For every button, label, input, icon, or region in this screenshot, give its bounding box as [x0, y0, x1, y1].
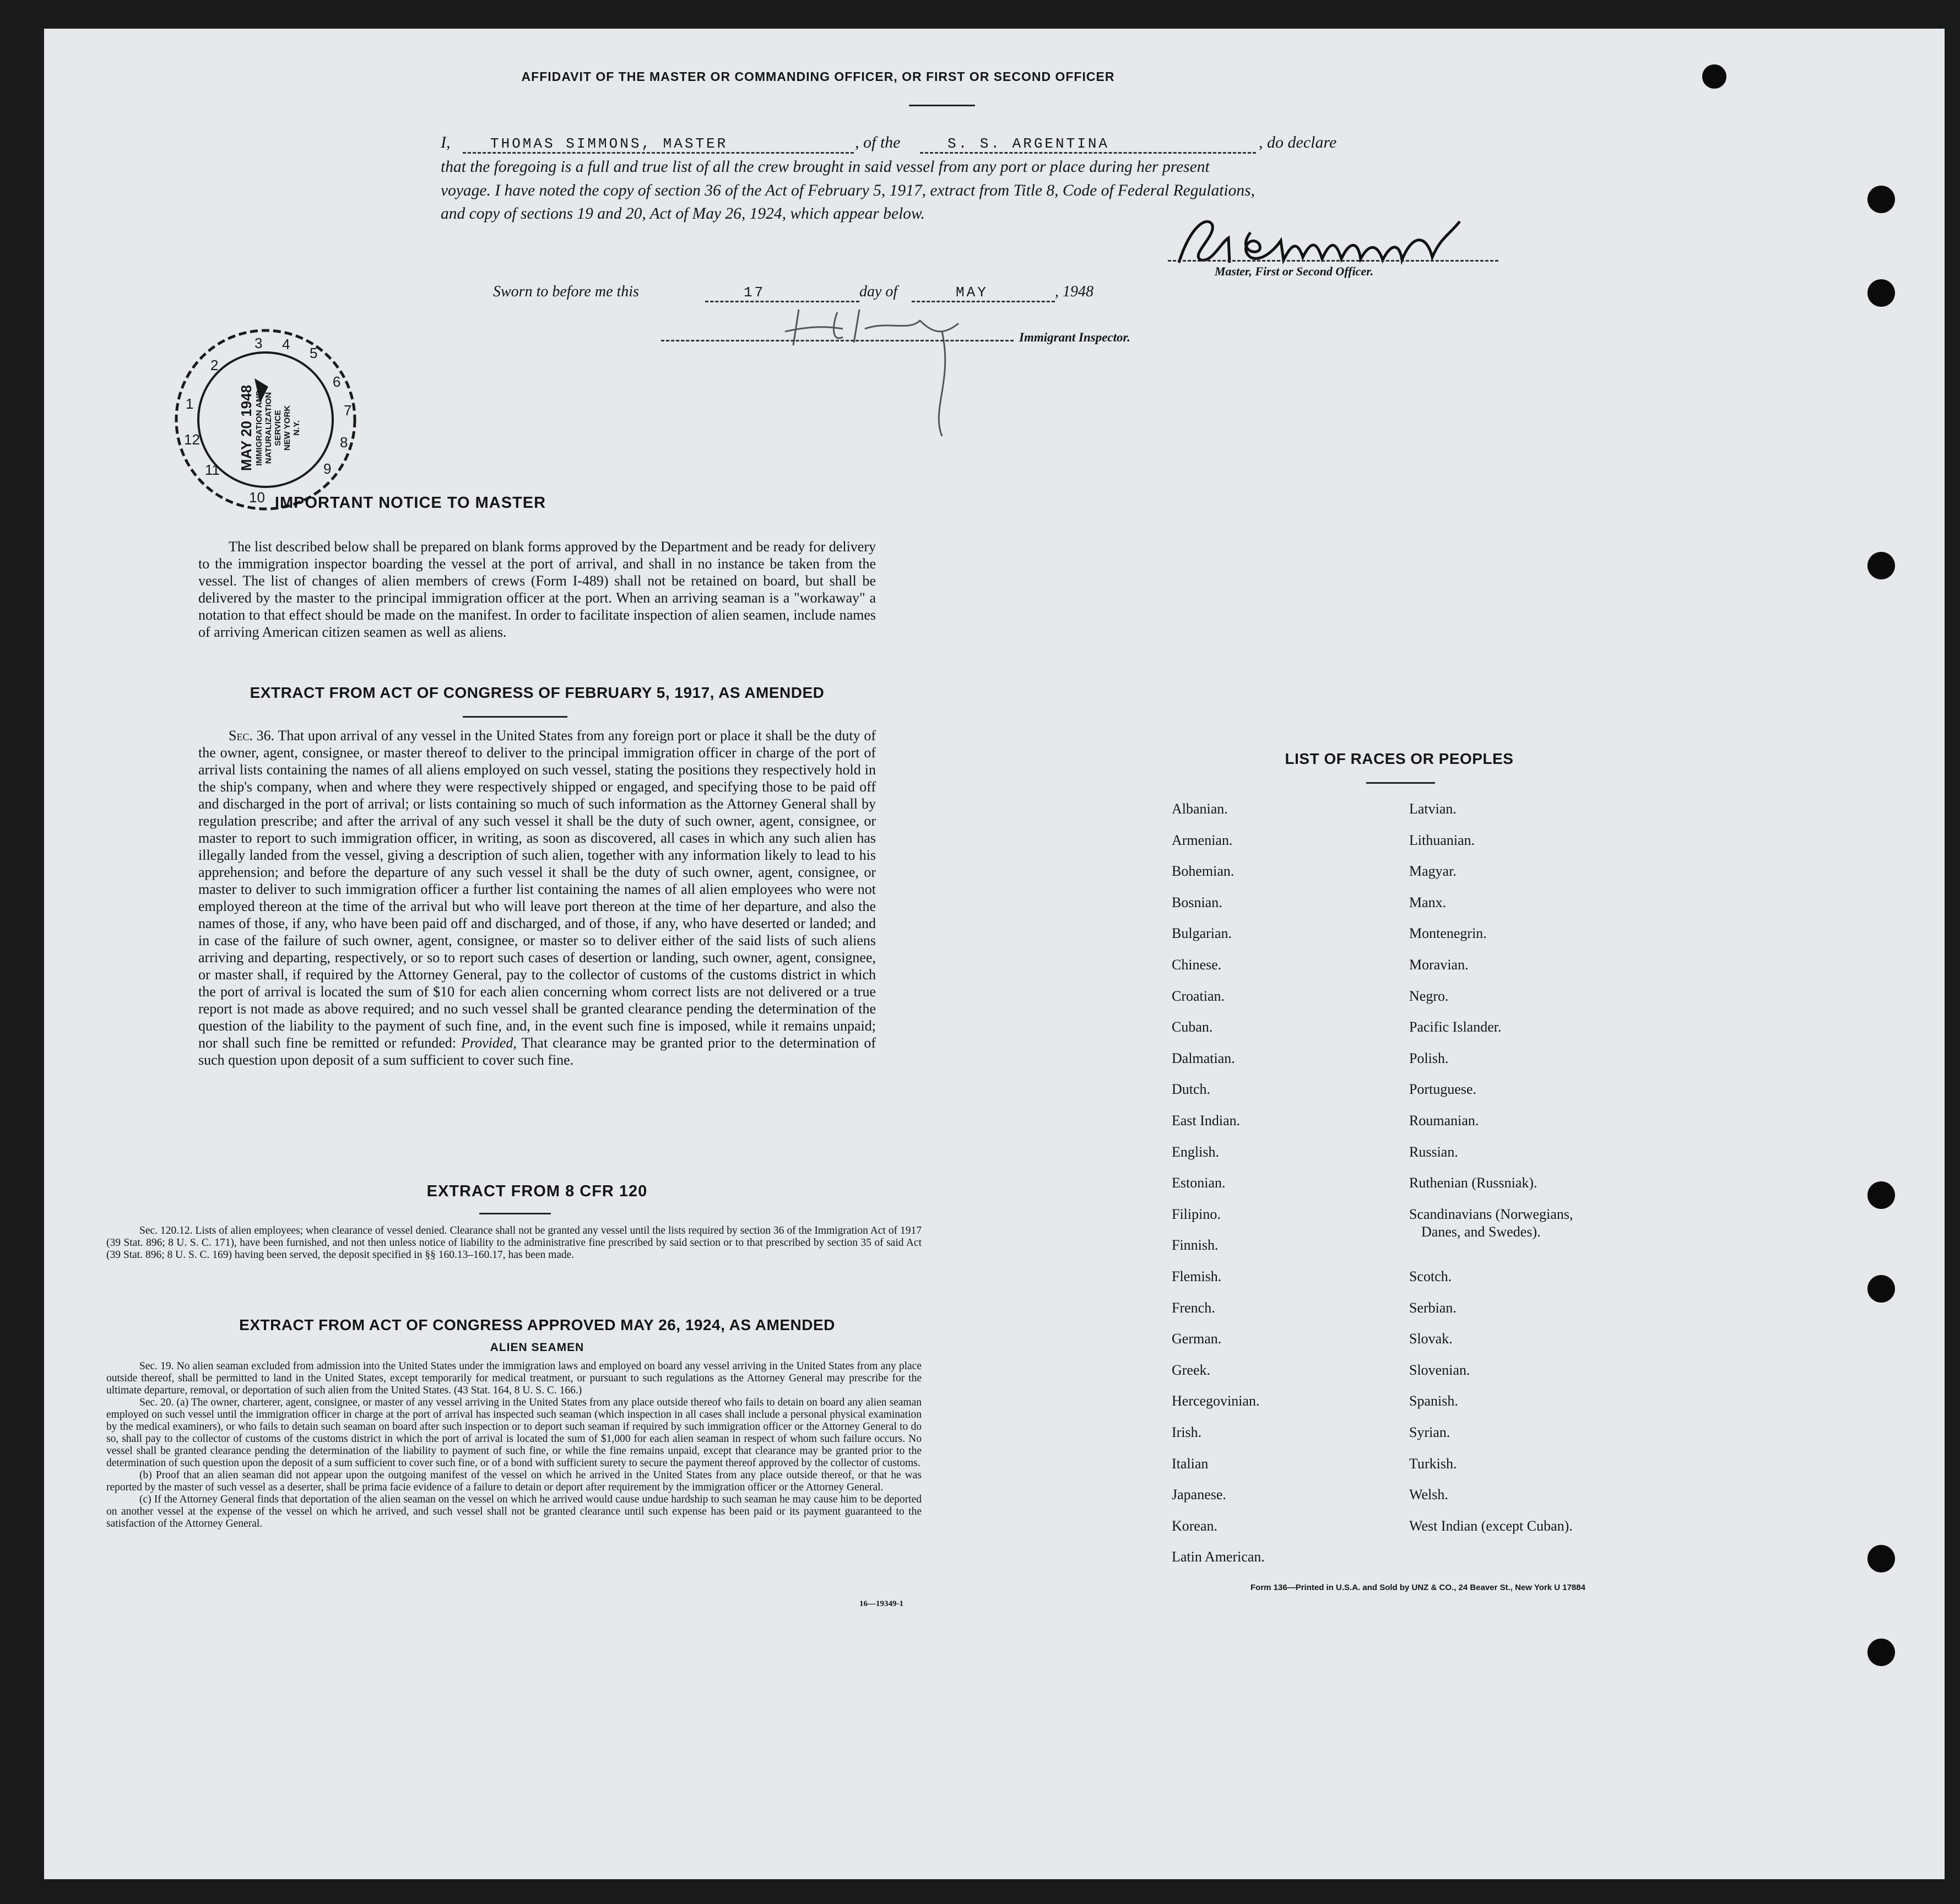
race-item: Ruthenian (Russniak).: [1409, 1175, 1537, 1191]
race-item: Bosnian.: [1172, 894, 1222, 910]
race-item: Latin American.: [1172, 1549, 1265, 1565]
svg-text:12: 12: [184, 431, 200, 448]
race-item: Croatian.: [1172, 988, 1225, 1004]
race-item: Cuban.: [1172, 1019, 1213, 1035]
race-item: Pacific Islander.: [1409, 1019, 1502, 1035]
race-item: French.: [1172, 1299, 1215, 1316]
race-item: English.: [1172, 1143, 1219, 1160]
svg-text:10: 10: [249, 489, 265, 506]
race-item: Dalmatian.: [1172, 1050, 1235, 1066]
stamp-text: [238, 378, 310, 478]
svg-text:8: 8: [340, 434, 348, 451]
master-signature: [1168, 210, 1476, 271]
races-title: LIST OF RACES OR PEOPLES: [1285, 750, 1514, 767]
extract-1917-section: Sec. 36.: [229, 728, 275, 744]
race-item: Slovenian.: [1409, 1361, 1470, 1378]
extract-1917-title: EXTRACT FROM ACT OF CONGRESS OF FEBRUARY 5, 1917, AS AMENDED: [250, 684, 825, 701]
race-item: Turkish.: [1409, 1455, 1457, 1472]
signature-line: [1168, 260, 1498, 262]
svg-text:3: 3: [255, 335, 263, 351]
race-item: Albanian.: [1172, 801, 1228, 817]
race-item: Scandinavians (Norwegians,: [1409, 1206, 1573, 1222]
race-item: Spanish.: [1409, 1393, 1458, 1409]
stamp-line-3: SERVICE: [273, 410, 283, 446]
race-item: Roumanian.: [1409, 1113, 1479, 1129]
race-item: Moravian.: [1409, 957, 1469, 973]
race-item: Bohemian.: [1172, 863, 1235, 880]
sworn-month: MAY: [956, 284, 988, 301]
inspector-signature-line: [661, 340, 1014, 341]
race-item: Danes, and Swedes).: [1421, 1224, 1541, 1240]
master-name-field: [463, 133, 854, 154]
sworn-label: Sworn to before me this: [493, 283, 639, 300]
race-item: Serbian.: [1409, 1299, 1457, 1316]
race-item: Finnish.: [1172, 1237, 1219, 1254]
extract-1924-body: [106, 1360, 922, 1530]
extract-cfr-title: EXTRACT FROM 8 CFR 120: [426, 1182, 648, 1200]
svg-text:4: 4: [282, 336, 290, 352]
stamp-line-1: IMMIGRATION AND: [255, 390, 264, 466]
svg-text:5: 5: [310, 345, 318, 361]
vessel-name-field: [920, 133, 1256, 154]
declaration-text-3: and copy of sections 19 and 20, Act of May 26, 1924, which appear below.: [441, 205, 925, 223]
inspector-caption: Immigrant Inspector.: [1019, 330, 1130, 344]
race-item: Irish.: [1172, 1424, 1202, 1440]
race-item: Lithuanian.: [1409, 832, 1475, 848]
race-item: Scotch.: [1409, 1268, 1452, 1284]
extract-1924-sec20c: (c) If the Attorney General finds that deportation of the alien seaman on the vessel on which he arrived would cause undue hardship to such seaman he may cause him to be deported on another vessel at the expense of the vessel on which he arrived, and such vessel shall not be granted clearance until such expense has been paid or its payment guaranteed to the satisfaction of the Attorney General.: [106, 1494, 922, 1529]
punch-hole: [1867, 1639, 1895, 1666]
punch-hole: [1867, 186, 1895, 213]
race-item: Italian: [1172, 1455, 1209, 1472]
extract-1917-rule: [463, 716, 567, 718]
race-item: Korean.: [1172, 1517, 1218, 1534]
svg-text:1: 1: [186, 395, 194, 412]
svg-text:9: 9: [323, 460, 332, 477]
title-rule: [909, 105, 975, 106]
inspector-signature: [777, 299, 1030, 458]
stamp-line-5: N.Y.: [292, 420, 301, 436]
race-item: Negro.: [1409, 988, 1449, 1004]
stamp-line-4: NEW YORK: [283, 405, 292, 451]
race-item: Magyar.: [1409, 863, 1457, 880]
extract-cfr-rule: [479, 1213, 551, 1214]
race-item: Syrian.: [1409, 1424, 1450, 1440]
do-declare-label: , do declare: [1259, 133, 1337, 151]
extract-cfr-text: Sec. 120.12. Lists of alien employees; when clearance of vessel denied. Clearance shall not be granted any vessel until the lists required by section 36 of the Immigration Act of 1917 (39 Stat. 896; 8 U. S. C. 171), have been furnished, and not then unless notice of liability to the administrative fine prescribed by said section or to that prescribed by section 35 of said Act (39 Stat. 896; 8 U. S. C. 169) having been served, the deposit specified in §§ 160.13–160.17, has been made.: [106, 1225, 922, 1261]
vessel-name: S. S. ARGENTINA: [947, 135, 1110, 152]
race-item: Filipino.: [1172, 1206, 1221, 1222]
race-item: Russian.: [1409, 1143, 1458, 1160]
races-rule: [1366, 782, 1435, 784]
affidavit-title: AFFIDAVIT OF THE MASTER OR COMMANDING OFFICER, OR FIRST OR SECOND OFFICER: [521, 69, 1115, 84]
svg-text:7: 7: [344, 402, 352, 419]
signature-caption: Master, First or Second Officer.: [1215, 264, 1374, 278]
declaration-text-1: that the foregoing is a full and true list of all the crew brought in said vessel from any port or place during her present: [441, 158, 1210, 176]
race-item: Portuguese.: [1409, 1081, 1477, 1098]
extract-1917-provided: Provided,: [461, 1035, 517, 1051]
punch-hole: [1867, 552, 1895, 579]
race-item: Flemish.: [1172, 1268, 1222, 1284]
sworn-day: 17: [744, 284, 766, 301]
race-item: Manx.: [1409, 894, 1447, 910]
race-item: Polish.: [1409, 1050, 1449, 1066]
race-item: Chinese.: [1172, 957, 1222, 973]
notice-title: IMPORTANT NOTICE TO MASTER: [274, 494, 546, 512]
extract-1924-sec20a: Sec. 20. (a) The owner, charterer, agent, consignee, or master of any vessel arriving in the United States from any place outside thereof who fails to detain on board any alien seaman employed on such vessel until the immigration officer in charge at the port of arrival has inspected such seaman (which inspection in all cases shall include a personal physical examination by the medical examiners), or who fails to detain such seaman on board after such inspection or to deport such seaman if required by such immigration officer or the Attorney General to do so, shall pay to the collector of customs of the customs district in which the port of arrival is located the sum of $1,000 for each alien seaman in respect of whom such failure occurs. No vessel shall be granted clearance pending the determination of the liability to payment of such fine, or while the fine remains unpaid, except that clearance may be granted prior to the determination of such question upon the deposit of a sum sufficient to cover such fine, or of a bond with sufficient surety to secure the payment thereof approved by the collector of customs.: [106, 1397, 922, 1469]
extract-1924-sec19: Sec. 19. No alien seaman excluded from admission into the United States under the immigration laws and employed on board any vessel arriving in the United States from any place outside thereof, shall be permitted to land in the United States, except temporarily for medical treatment, or pursuant to such regulations as the Attorney General may prescribe for the ultimate departure, removal, or deportation of such alien from the United States. (43 Stat. 164, 8 U. S. C. 166.): [106, 1360, 922, 1396]
declaration-text-2: voyage. I have noted the copy of section 36 of the Act of February 5, 1917, extract from Title 8, Code of Federal Regulations,: [441, 182, 1255, 199]
date-stamp: [172, 326, 359, 513]
of-the-label: , of the: [855, 133, 901, 151]
punch-hole: [1702, 64, 1726, 89]
extract-1917-body: That upon arrival of any vessel in the United States from any foreign port or place it shall be the duty of the owner, agent, consignee, or master thereof to deliver to the principal immigration officer in charge of the port of arrival lists containing the names of all aliens employed on such vessel, stating the positions they respectively hold in the ship's company, when and where they were respectively shipped or engaged, and specifying those to be paid off and discharged in the port of arrival; or lists containing so much of such information as the Attorney General shall by regulation prescribe; and after the arrival of any such vessel it shall be the duty of such owner, agent, consignee, or master to report to such immigration officer, in writing, as soon as discovered, all cases in which any such alien has illegally landed from the vessel, giving a description of such alien, together with any information likely to lead to his apprehension; and before the departure of any such vessel it shall be the duty of such owner, agent, consignee, or master to deliver to such immigration officer a further list containing the names of all alien employees who were not employed thereon at the time of the arrival but who will leave port thereon at the time of her departure, and also the names of those, if any, who have been paid off and discharged, and of those, if any, who have deserted or landed; and in case of the failure of such owner, agent, consignee, or master so to deliver either of the said lists of such aliens arriving and departing, respectively, or so to report such cases of desertion or landing, such owner, agent, consignee, or master shall, if required by the Attorney General, pay to the collector of customs of the customs district in which the port of arrival is located the sum of $10 for each alien concerning whom correct lists are not delivered or a true report is not made as above required; and no such vessel shall be granted clearance pending the determination of the question of the liability to the payment of such fine, and, in the event such fine is imposed, while it remains unpaid; nor shall such fine be remitted or refunded:: [198, 728, 876, 1051]
declaration-line: [441, 133, 1537, 155]
race-item: Estonian.: [1172, 1175, 1226, 1191]
race-item: Armenian.: [1172, 832, 1233, 848]
master-name: THOMAS SIMMONS, MASTER: [490, 135, 728, 152]
race-item: Dutch.: [1172, 1081, 1211, 1098]
race-item: Latvian.: [1409, 801, 1457, 817]
race-item: Greek.: [1172, 1361, 1211, 1378]
race-item: Slovak.: [1409, 1331, 1453, 1347]
race-item: East Indian.: [1172, 1113, 1241, 1129]
race-item: Welsh.: [1409, 1487, 1448, 1503]
svg-text:2: 2: [210, 357, 219, 373]
extract-1924-title: EXTRACT FROM ACT OF CONGRESS APPROVED MAY 26, 1924, AS AMENDED: [239, 1316, 835, 1333]
punch-hole: [1867, 1545, 1895, 1572]
extract-1917-text: [198, 727, 876, 1068]
punch-hole: [1867, 1181, 1895, 1209]
stamp-line-2: NATURALIZATION: [264, 392, 273, 464]
sworn-year: , 1948: [1055, 283, 1093, 300]
stamp-date: MAY 20 1948: [238, 384, 255, 471]
punch-hole: [1867, 1275, 1895, 1303]
svg-text:6: 6: [333, 373, 341, 390]
race-item: German.: [1172, 1331, 1222, 1347]
extract-1924-sec20b: (b) Proof that an alien seaman did not appear upon the outgoing manifest of the vessel on which he arrived in the United States from any place outside thereof, or that he was reported by the master of such vessel as a deserter, shall be prima facie evidence of a failure to detain or deport after requirement by the immigration officer or the Attorney General.: [106, 1469, 922, 1493]
race-item: West Indian (except Cuban).: [1409, 1517, 1573, 1534]
race-item: Japanese.: [1172, 1487, 1226, 1503]
punch-hole: [1867, 279, 1895, 307]
race-item: Bulgarian.: [1172, 925, 1232, 942]
extract-1917-body-end: That clearance may be granted prior to the determination of such question upon deposit of a sum sufficient to cover such fine.: [198, 1035, 876, 1068]
form-footer: Form 136—Printed in U.S.A. and Sold by UNZ & CO., 24 Beaver St., New York U 17884: [1250, 1583, 1585, 1592]
document-page: [44, 29, 1945, 1879]
extract-1924-code: 16—19349-1: [859, 1599, 903, 1608]
notice-text: The list described below shall be prepared on blank forms approved by the Department and be ready for delivery to the immigration inspector boarding the vessel at the port of arrival, and shall in no instance be taken from the vessel. The list of changes of alien members of crews (Form I-489) shall not be retained on board, but shall be delivered by the master to the principal immigration officer at the port. When an arriving seaman is a "workaway" a notation to that effect should be made on the manifest. In order to facilitate inspection of alien seamen, include names of arriving American citizen seamen as well as aliens.: [198, 539, 876, 640]
race-item: Montenegrin.: [1409, 925, 1487, 942]
declare-i: I,: [441, 133, 451, 151]
day-of-label: day of: [859, 283, 898, 300]
extract-1924-subtitle: ALIEN SEAMEN: [490, 1341, 584, 1354]
svg-text:11: 11: [205, 462, 220, 478]
race-item: Hercegovinian.: [1172, 1393, 1260, 1409]
